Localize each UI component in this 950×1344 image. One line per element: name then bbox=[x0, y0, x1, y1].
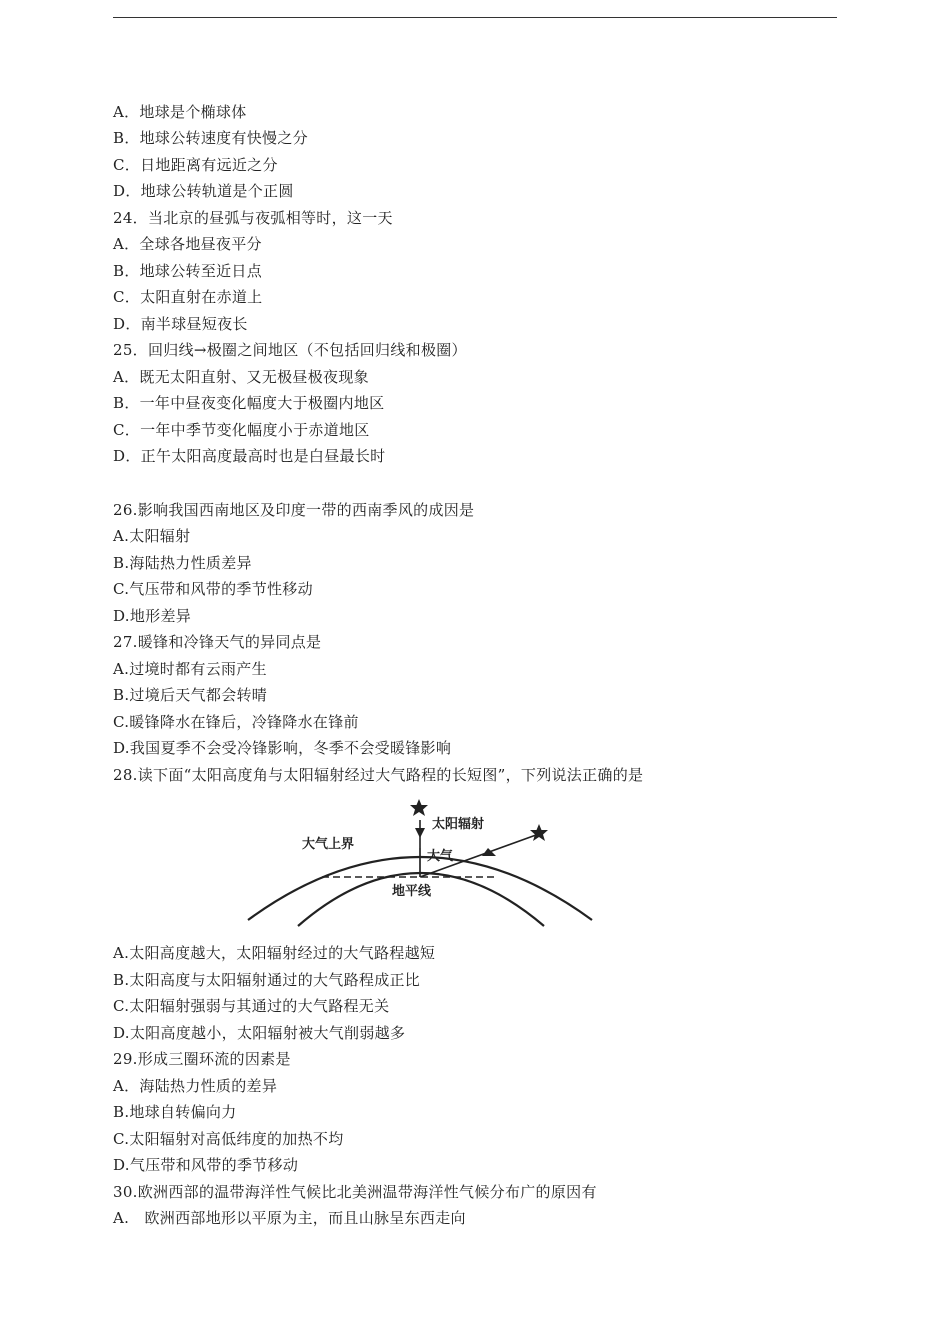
header-rule bbox=[113, 17, 837, 18]
label-atmosphere: 大气 bbox=[427, 849, 454, 864]
option-line: A．海陆热力性质的差异 bbox=[113, 1077, 278, 1095]
option-line: B.海陆热力性质差异 bbox=[113, 554, 252, 572]
option-line: C.太阳辐射强弱与其通过的大气路程无关 bbox=[113, 997, 390, 1015]
question-30: 30.欧洲西部的温带海洋性气候比北美洲温带海洋性气候分布广的原因有 bbox=[113, 1183, 597, 1201]
option-line: C．一年中季节变化幅度小于赤道地区 bbox=[113, 421, 370, 439]
label-solar-radiation: 太阳辐射 bbox=[432, 817, 485, 832]
question-28: 28.读下面“太阳高度角与太阳辐射经过大气路程的长短图”，下列说法正确的是 bbox=[113, 766, 644, 784]
vertical-ray-arrowhead bbox=[415, 828, 425, 838]
question-29: 29.形成三圈环流的因素是 bbox=[113, 1050, 291, 1068]
option-line: D.地形差异 bbox=[113, 607, 192, 625]
option-line: C．太阳直射在赤道上 bbox=[113, 288, 263, 306]
option-line: C.太阳辐射对高低纬度的加热不均 bbox=[113, 1130, 344, 1148]
option-line: D.太阳高度越小，太阳辐射被大气削弱越多 bbox=[113, 1024, 406, 1042]
question-24: 24．当北京的昼弧与夜弧相等时，这一天 bbox=[113, 209, 393, 227]
option-line: A.太阳高度越大，太阳辐射经过的大气路程越短 bbox=[113, 944, 436, 962]
label-horizon: 地平线 bbox=[392, 884, 432, 899]
sun-icon bbox=[530, 824, 548, 841]
option-line: C.暖锋降水在锋后，冷锋降水在锋前 bbox=[113, 713, 359, 731]
option-line: C．日地距离有远近之分 bbox=[113, 156, 278, 174]
option-line: B.地球自转偏向力 bbox=[113, 1103, 237, 1121]
option-line: C.气压带和风带的季节性移动 bbox=[113, 580, 313, 598]
option-line: D．南半球昼短夜长 bbox=[113, 315, 248, 333]
option-line: D.我国夏季不会受冷锋影响，冬季不会受暖锋影响 bbox=[113, 739, 452, 757]
question-26: 26.影响我国西南地区及印度一带的西南季风的成因是 bbox=[113, 501, 475, 519]
option-line: A. 欧洲西部地形以平原为主，而且山脉呈东西走向 bbox=[113, 1209, 466, 1227]
option-line: A.太阳辐射 bbox=[113, 527, 191, 545]
option-line: A.过境时都有云雨产生 bbox=[113, 660, 267, 678]
option-line: B.过境后天气都会转晴 bbox=[113, 686, 268, 704]
sun-icon bbox=[410, 799, 428, 816]
option-line: A．全球各地昼夜平分 bbox=[113, 235, 262, 253]
option-line: A．地球是个椭球体 bbox=[113, 103, 247, 121]
option-line: D．正午太阳高度最高时也是白昼最长时 bbox=[113, 447, 386, 465]
option-line: D．地球公转轨道是个正圆 bbox=[113, 182, 294, 200]
question-27: 27.暖锋和冷锋天气的异同点是 bbox=[113, 633, 322, 651]
option-line: B．地球公转至近日点 bbox=[113, 262, 263, 280]
option-line: A．既无太阳直射、又无极昼极夜现象 bbox=[113, 368, 369, 386]
option-line: B．地球公转速度有快慢之分 bbox=[113, 129, 308, 147]
oblique-ray-arrowhead bbox=[482, 848, 496, 856]
earth-surface-arc bbox=[298, 873, 544, 926]
label-upper-atmosphere: 大气上界 bbox=[302, 837, 355, 852]
question-25: 25．回归线→极圈之间地区（不包括回归线和极圈） bbox=[113, 341, 467, 359]
option-line: B．一年中昼夜变化幅度大于极圈内地区 bbox=[113, 394, 385, 412]
solar-altitude-diagram bbox=[244, 798, 604, 928]
option-line: D.气压带和风带的季节移动 bbox=[113, 1156, 299, 1174]
option-line: B.太阳高度与太阳辐射通过的大气路程成正比 bbox=[113, 971, 421, 989]
